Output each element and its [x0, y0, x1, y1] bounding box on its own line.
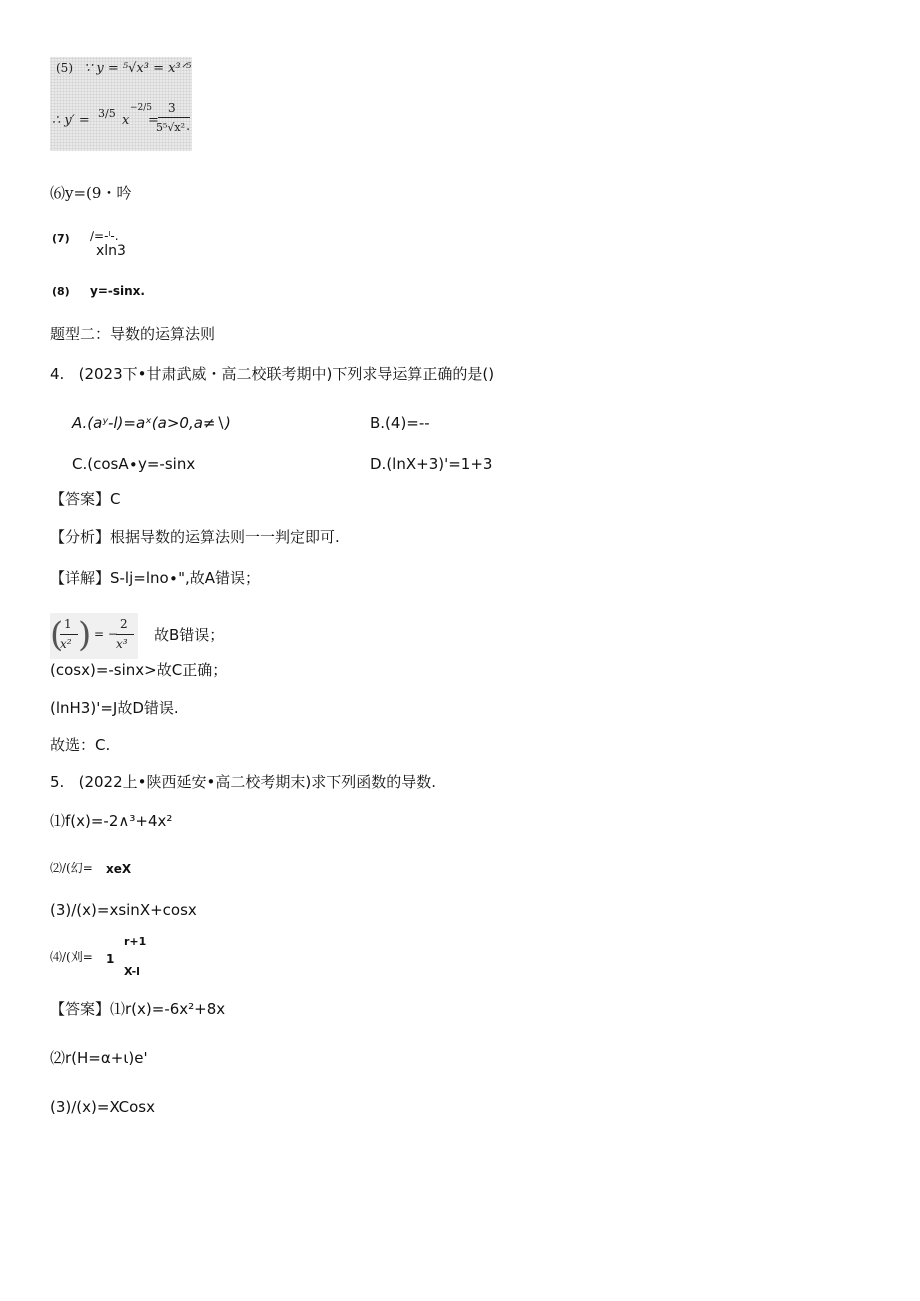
q4-analysis: 【分析】根据导数的运算法则一一判定即可. — [50, 528, 340, 546]
q4-option-b: B.(4)=-- — [370, 414, 430, 432]
q4-c-conclusion: (cosx)=-sinx>故C正确； — [50, 661, 228, 679]
section-title: 题型二：导数的运算法则 — [50, 325, 216, 343]
b-img-num: 1 — [64, 617, 72, 631]
q5-answer-1: 【答案】⑴r(x)=-6x²+8x — [50, 1000, 226, 1018]
q4-stem: 4. (2023下•甘肃武威・高二校联考期中)下列求导运算正确的是() — [50, 365, 495, 383]
item7-label: (7) — [52, 232, 70, 245]
q4-detail: 【详解】S-lj=lno∙",故A错误； — [50, 569, 261, 587]
item8-label: (8) — [52, 285, 70, 298]
item6-text: ⑹y=(9・吟 — [50, 184, 132, 202]
q4-choice: 故选：C. — [50, 736, 111, 754]
derivative-fraction-image — [50, 613, 138, 659]
item5-exp: −2/5 — [130, 103, 153, 113]
item8-text: y=-sinx. — [90, 284, 145, 298]
q4-answer: 【答案】C — [50, 490, 121, 508]
item7-lower: xln3 — [96, 243, 126, 259]
q5-part1: ⑴f(x)=-2∧³+4x² — [50, 812, 173, 830]
q5-part2-label: ⑵/(幻= — [50, 861, 93, 875]
q5-part4-numerator: r+1 — [124, 935, 147, 948]
item5-label: (5) — [56, 61, 73, 75]
item7-upper: ∕=-ˡ-. — [90, 229, 119, 243]
q4-option-d: D.(lnX+3)'=1+3 — [370, 455, 493, 473]
q4-d-conclusion: (lnH3)'=J故D错误. — [50, 699, 179, 717]
derivative-formula-image — [50, 57, 192, 151]
b-img-bar — [60, 634, 78, 635]
b-img-minus: = − — [94, 627, 118, 641]
left-paren: ( — [50, 615, 64, 655]
q5-part4-label: ⑷/(刈= — [50, 950, 93, 964]
q5-stem: 5. (2022上•陕西延安•高二校考期末)求下列函数的导数. — [50, 773, 436, 791]
q5-part3: (3)/(x)=xsinX+cosx — [50, 901, 197, 919]
item5-pow: x — [122, 113, 130, 128]
q5-part4-one: 1 — [106, 952, 115, 966]
item5-eq: = — [148, 113, 159, 128]
item5-frac-bar — [158, 117, 190, 118]
q4-b-conclusion: 故B错误； — [154, 626, 225, 644]
item5-line1: ∵ y = ⁵√x³ = x³ᐟ⁵ — [84, 61, 192, 76]
item5-coef: 3/5 — [98, 107, 116, 120]
q4-option-c: C.(cosA∙y=-sinx — [72, 455, 196, 473]
b-img-rhs-den: x³ — [116, 637, 128, 651]
right-paren: ) — [78, 615, 92, 655]
item5-end: . — [186, 119, 191, 134]
q5-part2-rhs: xeX — [106, 862, 132, 876]
q5-part4-denominator: X-l — [124, 965, 140, 978]
item5-frac-num: 3 — [168, 101, 176, 115]
b-img-rhs-num: 2 — [120, 617, 128, 631]
b-img-den: x² — [60, 637, 72, 651]
q4-option-a: A.(aʸ-l)=aˣ(a>0,a≠∖) — [72, 414, 231, 432]
q5-answer-2: ⑵r(H=α+ι)e' — [50, 1049, 148, 1067]
item5-frac-den: 5⁵√x² — [156, 121, 186, 134]
q5-answer-3: (3)∕(x)=XCosx — [50, 1098, 155, 1116]
b-img-rhs-bar — [116, 634, 134, 635]
item5-line2-lhs: ∴ y′ = — [52, 113, 90, 128]
